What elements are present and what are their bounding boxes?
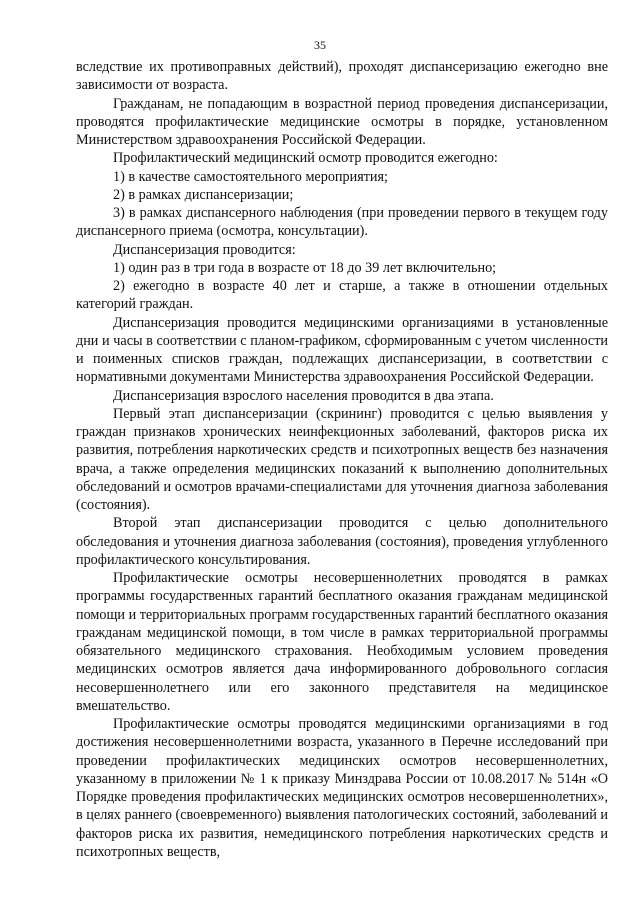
list-item: 2) ежегодно в возрасте 40 лет и старше, а также в отношении отдельных категорий граждан. [76,278,608,313]
list-item: 2) в рамках диспансеризации; [113,186,294,203]
paragraph: Второй этап диспансеризации проводится с целью дополнительного обследования и уточнения диагноза заболевания (состояния), проведения углубленного профилактического консультирования. [76,515,608,568]
page-number: 35 [314,38,326,52]
paragraph: Диспансеризация взрослого населения проводится в два этапа. [113,387,494,404]
paragraph: Диспансеризация проводится медицинскими организациями в установленные дни и часы в соответствии с планом-графиком, сформированным с учетом численности и поименных списков граждан, подлежащих диспансеризации, в соответствии с нормативными документами Министерства здравоохранения Российской Федерации. [76,314,608,386]
list-item: 3) в рамках диспансерного наблюдения (при проведении первого в текущем году диспансерного приема (осмотра, консультации). [76,205,608,240]
paragraph: Профилактические осмотры несовершеннолетних проводятся в рамках программы государственных гарантий бесплатного оказания гражданам медицинской помощи и территориальных программ государственных гарантий бесплатного оказания гражданам медицинской помощи, в том числе в рамках территориальной программы обязательного медицинского страхования. Необходимым условием проведения медицинских осмотров является дача информированного добровольного согласия несовершеннолетнего или его законного представителя на медицинское вмешательство. [76,570,608,714]
paragraph: Диспансеризация проводится: [113,241,296,258]
list-item: 1) в качестве самостоятельного мероприятия; [113,168,388,185]
paragraph: вследствие их противоправных действий), проходят диспансеризацию ежегодно вне зависимости от возраста. [76,59,608,94]
paragraph: Профилактический медицинский осмотр проводится ежегодно: [113,150,498,167]
paragraph: Первый этап диспансеризации (скрининг) проводится с целью выявления у граждан признаков хронических неинфекционных заболеваний, факторов риска их развития, потребления наркотических средств и психотропных веществ без назначения врача, а также определения медицинских показаний к выполнению дополнительных обследований и осмотров врачами-специалистами для уточнения диагноза заболевания (состояния). [76,405,608,513]
page-body [76,58,608,861]
list-item: 1) один раз в три года в возрасте от 18 до 39 лет включительно; [113,259,497,276]
paragraph: Профилактические осмотры проводятся медицинскими организациями в год достижения несовершеннолетними возраста, указанного в Перечне исследований при проведении профилактических медицинских осмотров несовершеннолетних, указанному в приложении № 1 к приказу Минздрава России от 10.08.2017 № 514н «О Порядке проведения профилактических медицинских осмотров несовершеннолетних», в целях раннего (своевременного) выявления патологических состояний, заболеваний и факторов риска их развития, немедицинского потребления наркотических средств и психотропных веществ, [76,716,608,860]
paragraph: Гражданам, не попадающим в возрастной период проведения диспансеризации, проводятся профилактические медицинские осмотры в порядке, установленном Министерством здравоохранения Российской Федерации. [76,95,608,148]
